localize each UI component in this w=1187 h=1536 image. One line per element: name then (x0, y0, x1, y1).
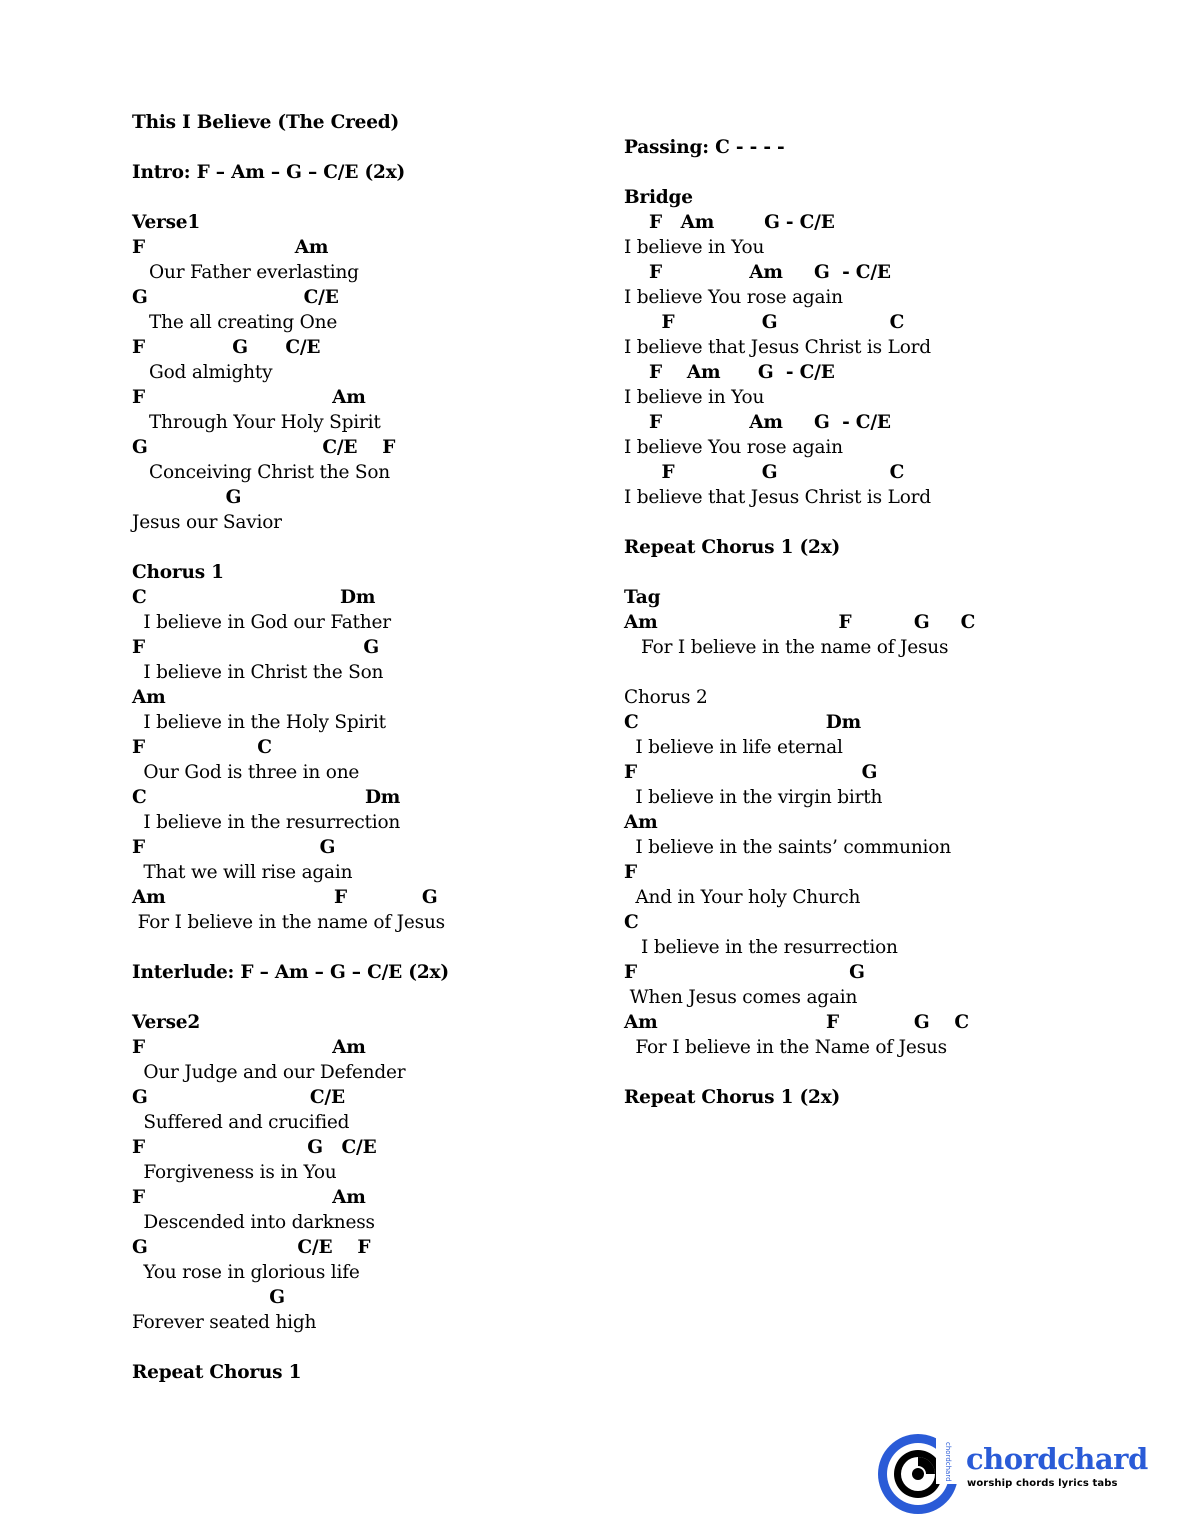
lyric-line: Suffered and crucified (132, 1112, 350, 1133)
lyric-line: Jesus our Savior (132, 512, 282, 533)
lyric-line: I believe in You (624, 237, 765, 258)
lyric-line: I believe in the resurrection (624, 937, 898, 958)
lyric-line: For I believe in the name of Jesus (132, 912, 445, 933)
chord-or-heading-line: G C/E F (132, 437, 396, 458)
chord-or-heading-line: F Am G - C/E (624, 412, 891, 433)
chordchard-logo-icon (876, 1432, 960, 1516)
blank-line (624, 660, 1124, 685)
chord-or-heading-line: Repeat Chorus 1 (132, 1362, 302, 1383)
lyric-line: For I believe in the Name of Jesus (624, 1037, 947, 1058)
chord-or-heading-line: C Dm (624, 712, 861, 733)
chord-or-heading-line: F G C (624, 462, 905, 483)
chord-or-heading-line: C (624, 912, 639, 933)
chord-or-heading-line: F G (132, 637, 379, 658)
chord-or-heading-line: Am F G C (624, 612, 976, 633)
lyric-line: Our Judge and our Defender (132, 1062, 406, 1083)
blank-line (624, 1060, 1124, 1085)
lyric-line: Through Your Holy Spirit (132, 412, 381, 433)
lyric-line: I believe in You (624, 387, 765, 408)
lyric-line: I believe in the virgin birth (624, 787, 883, 808)
blank-line (132, 1335, 602, 1360)
chord-or-heading-line: F Am (132, 1187, 366, 1208)
lyric-line: I believe that Jesus Christ is Lord (624, 487, 931, 508)
blank-line (132, 985, 602, 1010)
lyric-line: I believe You rose again (624, 437, 843, 458)
chord-or-heading-line: Tag (624, 587, 661, 608)
chord-or-heading-line: Am F G C (624, 1012, 969, 1033)
chord-or-heading-line: F G C/E (132, 1137, 377, 1158)
chord-or-heading-line: C Dm (132, 587, 376, 608)
lyric-line: I believe that Jesus Christ is Lord (624, 337, 931, 358)
lyric-line: I believe in the saints’ communion (624, 837, 951, 858)
lyric-line: And in Your holy Church (624, 887, 861, 908)
chord-or-heading-line: Bridge (624, 187, 693, 208)
logo-name: chordchard (966, 1442, 1148, 1476)
chord-or-heading-line: F Am (132, 237, 329, 258)
right-column (624, 135, 1124, 1110)
lyric-line: That we will rise again (132, 862, 353, 883)
lyric-line: I believe in life eternal (624, 737, 843, 758)
chord-or-heading-line: Intro: F – Am – G – C/E (2x) (132, 162, 406, 183)
lyric-line: I believe in God our Father (132, 612, 391, 633)
lyric-line: Descended into darkness (132, 1212, 375, 1233)
blank-line (132, 935, 602, 960)
blank-line (132, 135, 602, 160)
chord-or-heading-line: F Am G - C/E (624, 262, 891, 283)
lyric-line: I believe You rose again (624, 287, 843, 308)
chord-or-heading-line: Passing: C - - - - (624, 137, 785, 158)
chord-or-heading-line: Verse1 (132, 212, 201, 233)
lyric-line: Our Father everlasting (132, 262, 359, 283)
chord-or-heading-line: F Am G - C/E (624, 212, 835, 233)
chord-or-heading-line: F Am G - C/E (624, 362, 835, 383)
blank-line (624, 560, 1124, 585)
lyric-line: Our God is three in one (132, 762, 360, 783)
chord-or-heading-line: F G C/E (132, 337, 321, 358)
chord-or-heading-line: F (624, 862, 637, 883)
chord-or-heading-line: Repeat Chorus 1 (2x) (624, 537, 841, 558)
blank-line (624, 160, 1124, 185)
chord-or-heading-line: Am (132, 687, 166, 708)
lyric-line: I believe in Christ the Son (132, 662, 384, 683)
lyric-line: God almighty (132, 362, 273, 383)
chord-or-heading-line: F C (132, 737, 272, 758)
chord-or-heading-line: F G (132, 837, 336, 858)
chord-or-heading-line: Chorus 1 (132, 562, 224, 583)
lyric-line: I believe in the resurrection (132, 812, 401, 833)
lyric-line: Conceiving Christ the Son (132, 462, 391, 483)
lyric-line: For I believe in the name of Jesus (624, 637, 949, 658)
logo-ring-text: chordchard (944, 1442, 952, 1482)
left-column (132, 110, 602, 1385)
chord-or-heading-line: G C/E (132, 287, 339, 308)
lyric-line: I believe in the Holy Spirit (132, 712, 386, 733)
chord-or-heading-line: Repeat Chorus 1 (2x) (624, 1087, 841, 1108)
lyric-line: Forever seated high (132, 1312, 317, 1333)
chord-or-heading-line: G (132, 487, 242, 508)
blank-line (624, 510, 1124, 535)
blank-line (132, 185, 602, 210)
chord-or-heading-line: F G (624, 762, 878, 783)
lyric-line: When Jesus comes again (624, 987, 858, 1008)
chord-or-heading-line: F Am (132, 1037, 366, 1058)
chord-or-heading-line: F G (624, 962, 865, 983)
lyric-line: The all creating One (132, 312, 338, 333)
chord-or-heading-line: F Am (132, 387, 366, 408)
chord-or-heading-line: Interlude: F – Am – G – C/E (2x) (132, 962, 449, 983)
logo-tagline: worship chords lyrics tabs (967, 1478, 1118, 1489)
lyric-line: Chorus 2 (624, 687, 708, 708)
chord-or-heading-line: G (132, 1287, 285, 1308)
chord-or-heading-line: C Dm (132, 787, 401, 808)
chordchard-logo (876, 1432, 1146, 1516)
lyric-line: You rose in glorious life (132, 1262, 360, 1283)
chord-or-heading-line: This I Believe (The Creed) (132, 112, 400, 133)
chord-or-heading-line: Am (624, 812, 658, 833)
chord-or-heading-line: G C/E (132, 1087, 345, 1108)
lyric-line: Forgiveness is in You (132, 1162, 337, 1183)
chord-or-heading-line: Am F G (132, 887, 438, 908)
chord-or-heading-line: Verse2 (132, 1012, 201, 1033)
chord-or-heading-line: F G C (624, 312, 905, 333)
chord-or-heading-line: G C/E F (132, 1237, 371, 1258)
blank-line (132, 535, 602, 560)
